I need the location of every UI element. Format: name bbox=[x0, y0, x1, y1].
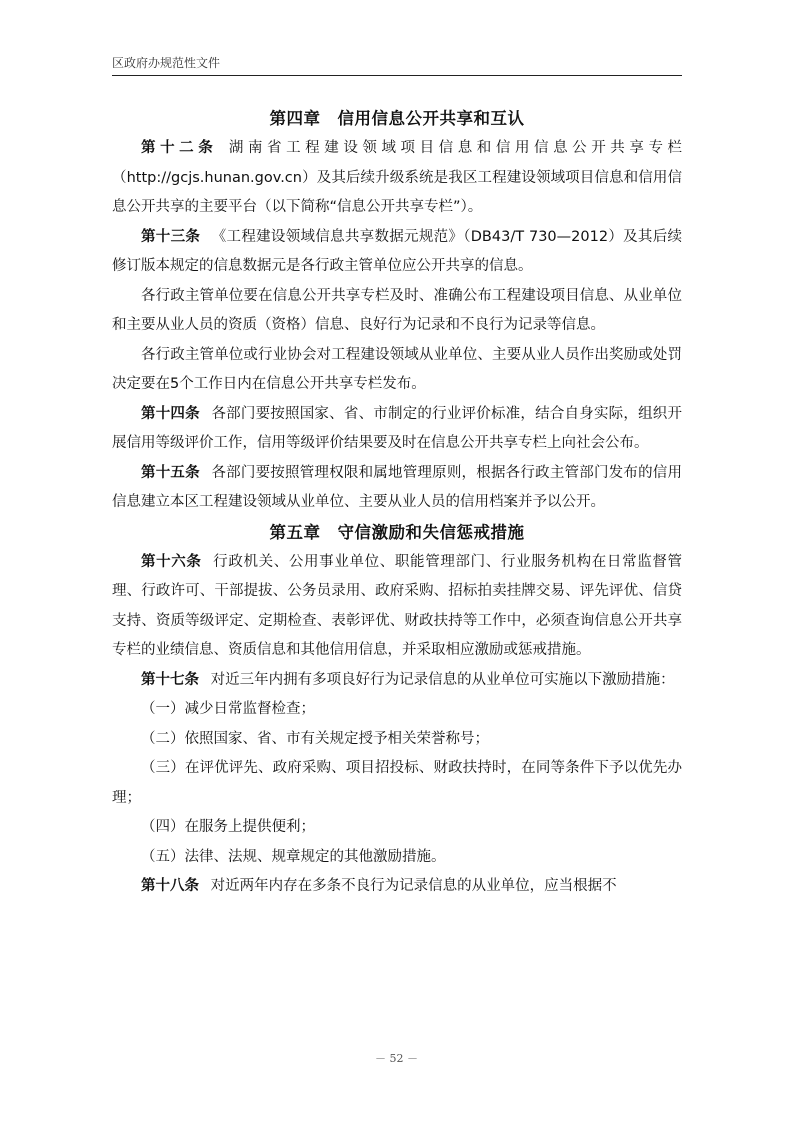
paragraph bbox=[112, 341, 682, 400]
page-footer bbox=[0, 1050, 793, 1066]
article-text: 湖南省工程建设领域项目信息和信用信息公开共享专栏（http://gcjs.hunan.gov.cn）及其后续升级系统是我区工程建设领域项目信息和信用信息公开共享的主要平台（以下简称“信息公开共享专栏”）。 bbox=[112, 140, 683, 215]
list-item-text: （一）减少日常监督检查； bbox=[141, 701, 315, 717]
paragraph bbox=[112, 282, 682, 341]
list-item-text: （三）在评优评先、政府采购、项目招投标、财政扶持时，在同等条件下予以优先办理； bbox=[112, 760, 682, 806]
article-number: 第十三条 bbox=[141, 228, 201, 245]
article-number: 第十五条 bbox=[141, 464, 200, 481]
chapter-5 bbox=[112, 518, 682, 902]
paragraph-text: 各行政主管单位要在信息公开共享专栏及时、准确公布工程建设项目信息、从业单位和主要从业人员的资质（资格）信息、良好行为记录和不良行为记录等信息。 bbox=[112, 287, 682, 333]
article-15 bbox=[112, 459, 682, 518]
article-text: 各部门要按照管理权限和属地管理原则，根据各行政主管部门发布的信用信息建立本区工程建设领域从业单位、主要从业人员的信用档案并予以公开。 bbox=[112, 464, 683, 510]
article-18 bbox=[112, 872, 682, 902]
chapter-title: 第四章 信用信息公开共享和互认 bbox=[269, 109, 525, 128]
list-item-text: （五）法律、法规、规章规定的其他激励措施。 bbox=[141, 848, 446, 865]
article-text: 各部门要按照国家、省、市制定的行业评价标准，结合自身实际，组织开展信用等级评价工作，信用等级评价结果要及时在信息公开共享专栏上向社会公布。 bbox=[112, 405, 683, 451]
chapter-title: 第五章 守信激励和失信惩戒措施 bbox=[269, 522, 525, 542]
article-text: 对近两年内存在多条不良行为记录信息的从业单位，应当根据不 bbox=[210, 878, 617, 894]
page-header bbox=[112, 55, 682, 76]
article-number: 第十二条 bbox=[141, 140, 218, 156]
list-item bbox=[112, 754, 682, 813]
article-17 bbox=[112, 666, 682, 696]
list-item bbox=[112, 725, 682, 755]
header-title: 区政府办规范性文件 bbox=[112, 56, 221, 70]
article-14 bbox=[112, 400, 682, 459]
list-item-text: （二）依照国家、省、市有关规定授予相关荣誉称号； bbox=[141, 730, 489, 747]
article-13 bbox=[112, 223, 682, 282]
list-item bbox=[112, 843, 682, 873]
paragraph-text: 各行政主管单位或行业协会对工程建设领域从业单位、主要从业人员作出奖励或处罚决定要在5个工作日内在信息公开共享专栏发布。 bbox=[112, 346, 682, 392]
article-text: 《工程建设领域信息共享数据元规范》（DB43/T 730—2012）及其后续修订版本规定的信息数据元是各行政主管单位应公开共享的信息。 bbox=[112, 228, 682, 274]
list-item-text: （四）在服务上提供便利； bbox=[141, 819, 315, 835]
article-number: 第十四条 bbox=[141, 405, 200, 422]
article-12 bbox=[112, 134, 682, 223]
article-number: 第十六条 bbox=[141, 553, 202, 570]
article-number: 第十八条 bbox=[141, 878, 199, 894]
list-item bbox=[112, 813, 682, 843]
article-number: 第十七条 bbox=[141, 671, 199, 688]
article-text: 行政机关、公用事业单位、职能管理部门、行业服务机构在日常监督管理、行政许可、干部提拔、公务员录用、政府采购、招标拍卖挂牌交易、评先评优、信贷支持、资质等级评定、定期检查、表彰评优、财政扶持等工作中，必须查询信息公开共享专栏的业绩信息、资质信息和其他信用信息，并采取相应激励或惩戒措施。 bbox=[112, 553, 682, 658]
page-number: － 52 － bbox=[375, 1052, 418, 1065]
chapter-4 bbox=[112, 104, 682, 518]
list-item bbox=[112, 695, 682, 725]
article-text: 对近三年内拥有多项良好行为记录信息的从业单位可实施以下激励措施： bbox=[210, 671, 675, 688]
document-body bbox=[112, 104, 682, 902]
article-16 bbox=[112, 548, 682, 666]
